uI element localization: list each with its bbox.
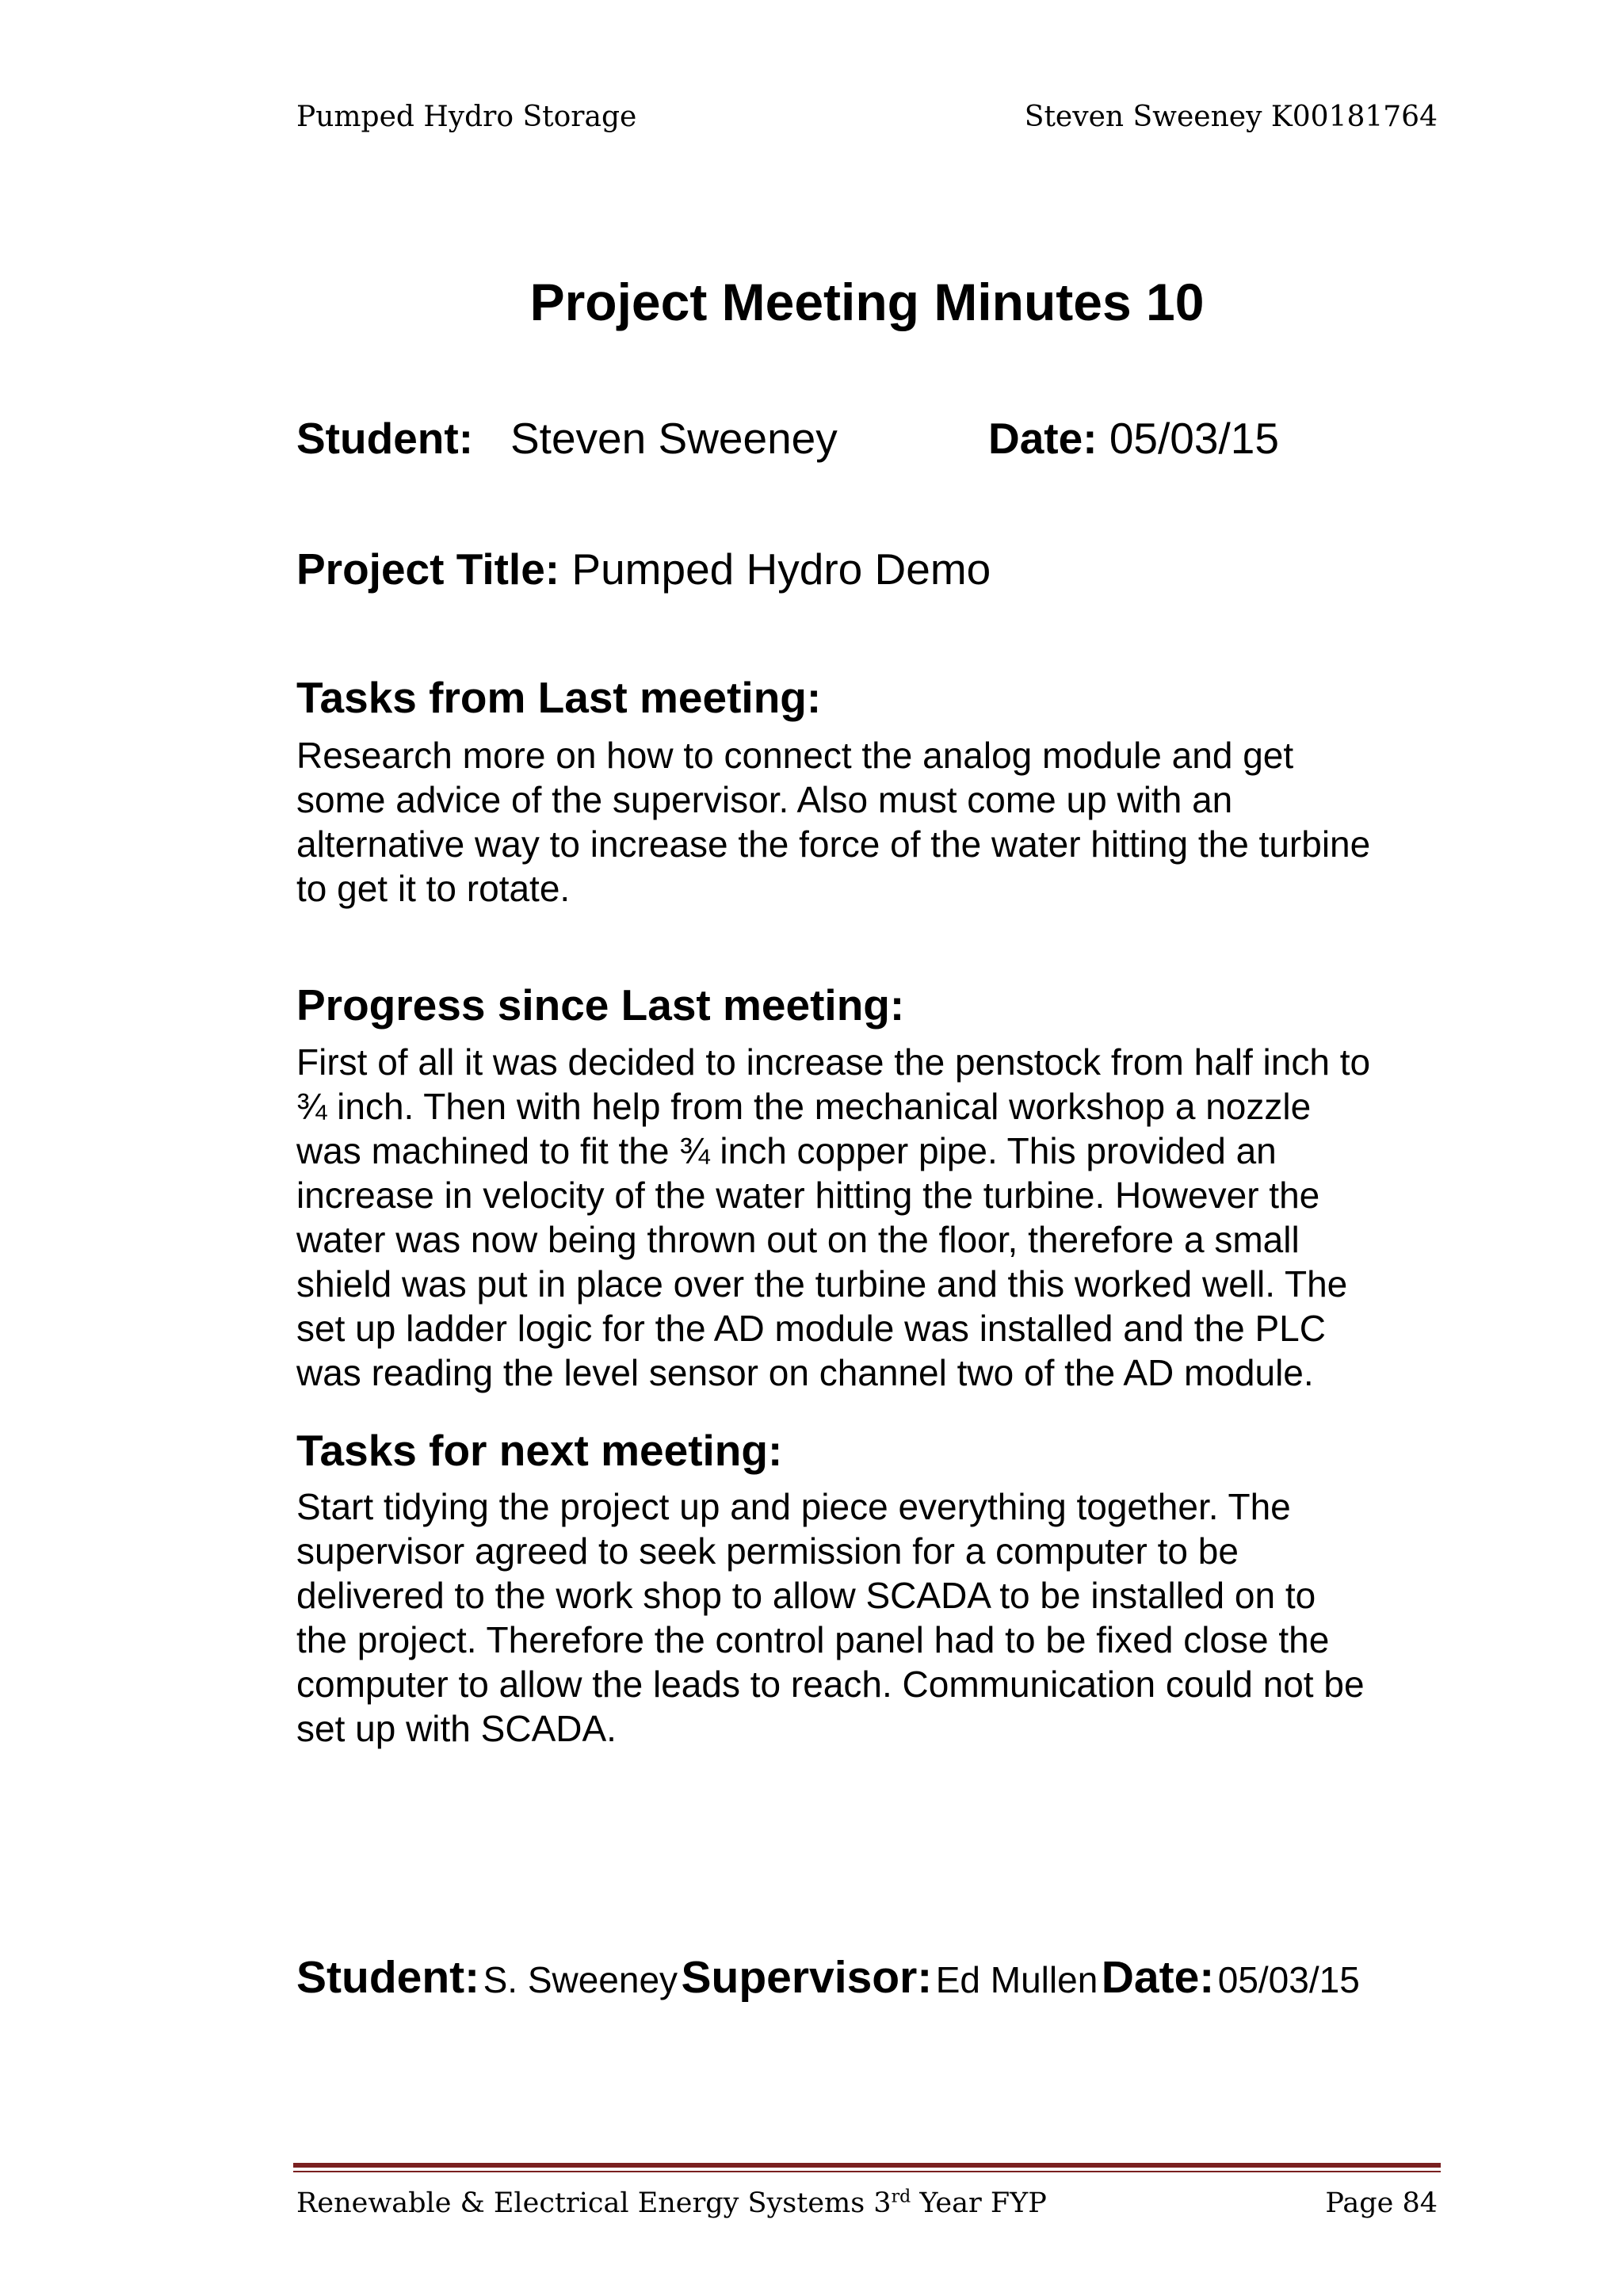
- body-line: the project. Therefore the control panel had to be fixed close the: [296, 1619, 1330, 1660]
- body-line: supervisor agreed to seek permission for a computer to be: [296, 1530, 1239, 1572]
- signoff-student-label: Student:: [296, 1952, 480, 2003]
- footer-course-superscript: rd: [891, 2187, 911, 2207]
- student-value: Steven Sweeney: [510, 414, 838, 463]
- student-field: [296, 411, 838, 466]
- section-heading-tasks-next: Tasks for next meeting:: [296, 1426, 783, 1475]
- body-line: was machined to fit the ¾ inch copper pipe. This provided an: [296, 1130, 1277, 1171]
- footer-course-prefix: Renewable & Electrical Energy Systems 3: [296, 2187, 892, 2219]
- signoff-supervisor-value: Ed Mullen: [935, 1959, 1098, 2000]
- signoff-line: [296, 1950, 1360, 2017]
- body-line: computer to allow the leads to reach. Communication could not be: [296, 1664, 1365, 1705]
- body-line: set up ladder logic for the AD module was installed and the PLC: [296, 1308, 1326, 1349]
- section-body-tasks-last: [296, 733, 1453, 911]
- body-line: Research more on how to connect the analog module and get: [296, 735, 1294, 776]
- body-line: was reading the level sensor on channel two of the AD module.: [296, 1352, 1314, 1393]
- signoff-date-value: 05/03/15: [1217, 1959, 1360, 2000]
- body-line: delivered to the work shop to allow SCADA to be installed on to: [296, 1575, 1316, 1616]
- date-field: [988, 411, 1279, 466]
- body-line: shield was put in place over the turbine and this worked well. The: [296, 1263, 1348, 1305]
- body-line: increase in velocity of the water hitting the turbine. However the: [296, 1175, 1320, 1216]
- header-author-id: Steven Sweeney K00181764: [1024, 101, 1438, 133]
- footer-course: [296, 2181, 1047, 2225]
- body-line: ¾ inch. Then with help from the mechanical workshop a nozzle: [296, 1086, 1312, 1127]
- project-title-value: Pumped Hydro Demo: [571, 544, 991, 594]
- project-title-label: Project Title:: [296, 544, 560, 594]
- body-line: First of all it was decided to increase the penstock from half inch to: [296, 1041, 1371, 1083]
- section-body-progress: [296, 1040, 1453, 1395]
- section-heading-progress: Progress since Last meeting:: [296, 980, 905, 1030]
- date-label: Date:: [988, 414, 1098, 463]
- body-line: some advice of the supervisor. Also must come up with an: [296, 779, 1233, 820]
- body-line: water was now being thrown out on the floor, therefore a small: [296, 1219, 1300, 1260]
- signoff-student-value: S. Sweeney: [483, 1959, 678, 2000]
- signoff-date-label: Date:: [1101, 1952, 1215, 2003]
- student-label: Student:: [296, 414, 474, 463]
- footer-course-suffix: Year FYP: [911, 2187, 1047, 2219]
- header-document-title: Pumped Hydro Storage: [296, 101, 637, 133]
- body-line: Start tidying the project up and piece everything together. The: [296, 1486, 1291, 1527]
- page-title: Project Meeting Minutes 10: [529, 273, 1205, 331]
- body-line: alternative way to increase the force of the water hitting the turbine: [296, 823, 1371, 865]
- body-line: set up with SCADA.: [296, 1708, 617, 1749]
- section-heading-tasks-last: Tasks from Last meeting:: [296, 673, 822, 722]
- section-body-tasks-next: [296, 1484, 1453, 1751]
- footer-divider-thick: [293, 2163, 1441, 2168]
- date-value: 05/03/15: [1109, 414, 1279, 463]
- body-line: to get it to rotate.: [296, 868, 571, 909]
- footer-divider-thin: [293, 2171, 1441, 2172]
- project-title-field: [296, 541, 991, 597]
- signoff-supervisor-label: Supervisor:: [681, 1952, 933, 2003]
- page-number: Page 84: [1325, 2187, 1438, 2219]
